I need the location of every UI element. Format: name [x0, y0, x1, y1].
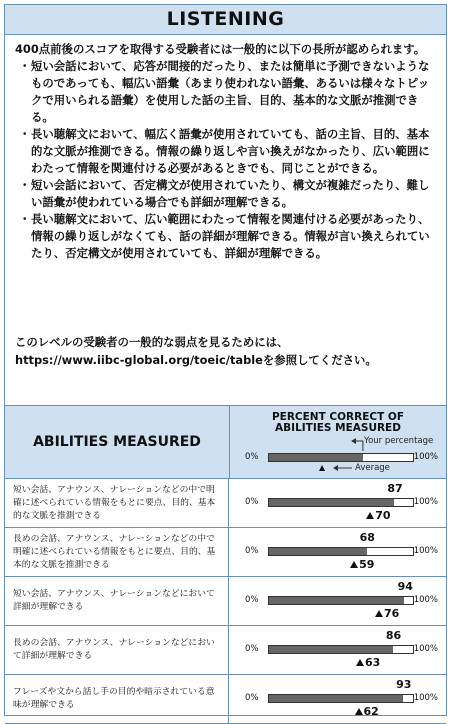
list-item-text: 長い聴解文において、幅広く語彙が使用されていても、話の主旨、目的、基本的な文脈が推測できる。情報の繰り返しや言い換えがなかったり、広い範囲にわたって情報を関連付ける必要があるときでも、同じことができる。	[31, 127, 430, 175]
percent-bar-fill	[269, 646, 393, 653]
average-value: 70	[375, 509, 391, 522]
max-label: 100%	[413, 693, 438, 703]
max-label: 100%	[413, 595, 438, 605]
your-percentage-value: 86	[385, 629, 402, 642]
average-marker	[350, 558, 374, 571]
percent-bar-fill	[269, 695, 403, 702]
average-pointer-arrowhead	[333, 465, 338, 471]
table-header	[5, 406, 446, 479]
list-item	[15, 211, 440, 262]
legend-max-label: 100%	[413, 452, 438, 462]
max-label: 100%	[413, 546, 438, 556]
bullet-mark: ・	[19, 59, 31, 73]
abilities-header: ABILITIES MEASURED	[5, 406, 230, 478]
min-label: 0%	[245, 595, 259, 605]
bullet-mark: ・	[19, 127, 31, 141]
legend-average-label: Average	[355, 463, 390, 473]
table-row	[5, 479, 446, 528]
list-item-text: 長い聴解文において、広い範囲にわたって情報を関連付ける必要があったり、情報の繰り返しがなくても、話の詳細が理解できる。情報が言い換えられていたり、否定構文が使用されていても、詳細が理解できる。	[31, 212, 430, 260]
table-row	[5, 675, 446, 724]
strengths-description	[15, 41, 440, 262]
section-title: LISTENING	[5, 5, 446, 35]
ability-score	[230, 528, 446, 576]
min-label: 0%	[245, 497, 259, 507]
note-line-2: https://www.iibc-global.org/toeic/tableを参照してください。	[15, 353, 377, 367]
note-line-1: このレベルの受験者の一般的な弱点を見るためには、	[15, 335, 289, 349]
min-label: 0%	[245, 644, 259, 654]
list-item	[15, 126, 440, 177]
table-row	[5, 577, 446, 626]
ability-description: 短い会話、アナウンス、ナレーションなどの中で明確に述べられている情報をもとに要点、目的、基本的な文脈を推測できる	[5, 479, 229, 527]
average-value: 76	[383, 607, 400, 620]
percent-header-line-1: PERCENT CORRECT OF	[271, 411, 405, 423]
intro-text: 400点前後のスコアを取得する受験者には一般的に以下の長所が認められます。	[15, 42, 426, 56]
percent-bar	[268, 694, 414, 703]
ability-description: 長めの会話、アナウンス、ナレーションなどにおいて詳細が理解できる	[5, 626, 229, 674]
ability-description: 短い会話、アナウンス、ナレーションなどにおいて詳細が理解できる	[5, 577, 229, 625]
listening-panel	[4, 4, 447, 716]
average-triangle-icon	[356, 659, 364, 666]
list-item-text: 短い会話において、応答が間接的だったり、または簡単に予測できないようなものであっても、幅広い語彙（あまり使われない語彙、あるいは様々なトピックで用いられる語彙）を使用した話の主旨、目的、基本的な文脈が推測できる。	[31, 59, 430, 124]
percent-bar-fill	[269, 597, 404, 604]
ability-score	[230, 577, 446, 625]
your-percentage-value: 93	[396, 678, 412, 691]
ability-description: フレーズや文から話し手の目的や暗示されている意味が理解できる	[5, 675, 229, 723]
your-percentage-value: 68	[359, 531, 375, 544]
percent-bar	[268, 645, 414, 654]
abilities-table	[5, 405, 446, 724]
average-triangle-icon	[350, 561, 358, 568]
your-percentage-value: 87	[387, 482, 403, 495]
average-triangle-icon	[375, 610, 383, 617]
min-label: 0%	[245, 546, 259, 556]
average-marker	[375, 607, 399, 620]
weakness-note	[15, 333, 440, 369]
list-item	[15, 177, 440, 211]
bullet-mark: ・	[19, 212, 31, 226]
percent-header	[230, 406, 446, 478]
ability-score	[230, 626, 446, 674]
legend-min-label: 0%	[245, 452, 259, 462]
bullet-mark: ・	[19, 178, 31, 192]
average-triangle-icon	[366, 512, 374, 519]
max-label: 100%	[413, 497, 438, 507]
percent-header-line-2: ABILITIES MEASURED	[275, 422, 401, 434]
average-marker	[319, 465, 325, 471]
average-marker	[355, 705, 379, 718]
average-value: 59	[359, 558, 375, 571]
ability-description: 長めの会話、アナウンス、ナレーションなどの中で明確に述べられている情報をもとに要点、目的、基本的な文脈を推測できる	[5, 528, 229, 576]
percent-bar	[268, 547, 414, 556]
your-percentage-value: 94	[397, 580, 413, 593]
max-label: 100%	[413, 644, 438, 654]
ability-score	[230, 675, 446, 723]
percent-bar-fill	[269, 548, 367, 555]
abilities-rows	[5, 479, 446, 724]
min-label: 0%	[245, 693, 259, 703]
average-triangle-icon	[355, 708, 363, 715]
table-row	[5, 528, 446, 577]
your-percentage-arrowhead	[351, 438, 356, 444]
legend-your-label: Your percentage	[364, 436, 434, 446]
percent-bar	[268, 498, 414, 507]
average-value: 62	[363, 705, 379, 718]
list-item-text: 短い会話において、否定構文が使用されていたり、構文が複雑だったり、難しい語彙が使われている場合でも詳細が理解できる。	[31, 178, 430, 209]
strengths-list	[15, 58, 440, 262]
your-percentage-pointer	[356, 441, 363, 451]
table-row	[5, 626, 446, 675]
list-item	[15, 58, 440, 126]
percent-bar-fill	[269, 499, 394, 506]
ability-score	[230, 479, 446, 527]
average-marker	[356, 656, 380, 669]
percent-bar	[268, 596, 414, 605]
average-value: 63	[364, 656, 381, 669]
average-marker	[366, 509, 390, 522]
